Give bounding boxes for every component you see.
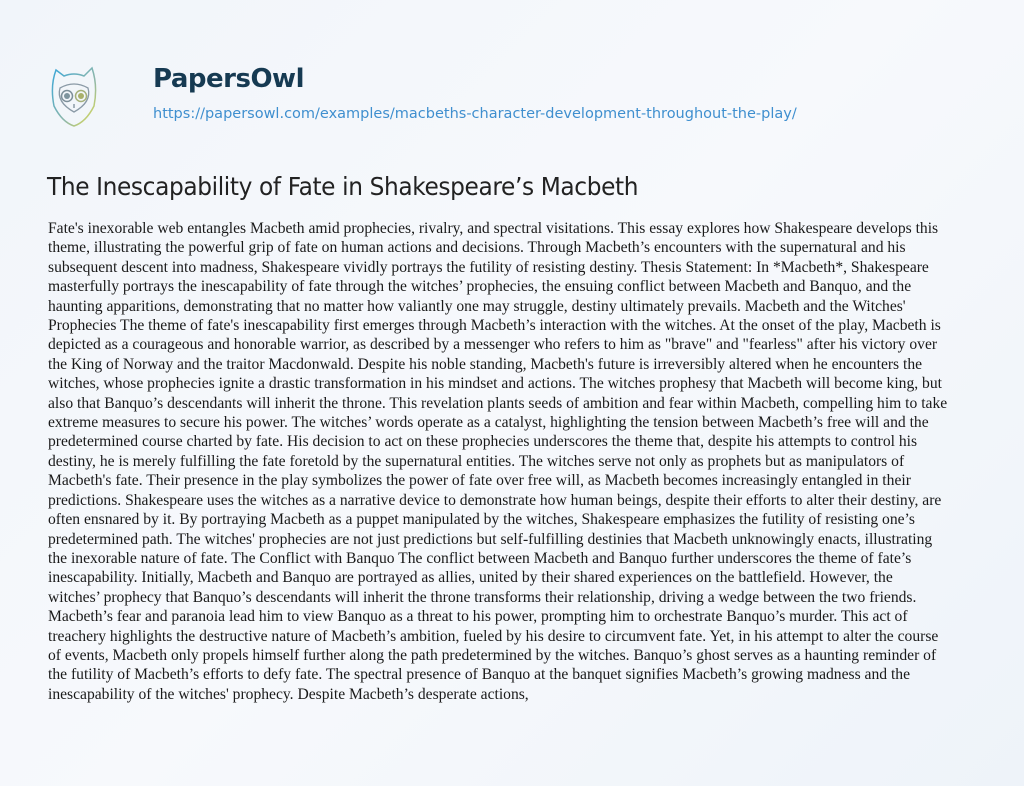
essay-text-line: treachery highlights the destructive nature of Macbeth’s ambition, fueled by his desire to circumvent fate. Yet, in his attempt to alter the course (48, 627, 939, 645)
essay-text-line: predictions. Shakespeare uses the witches as a narrative device to demonstrate how human beings, despite their efforts to alter their destiny, are (48, 491, 942, 509)
essay-text-line: Prophecies The theme of fate's inescapability first emerges through Macbeth’s interaction with the witches. At the onset of the play, Macbeth is (48, 317, 941, 335)
essay-text-line: haunting apparitions, demonstrating that no matter how valiantly one may struggle, destiny ultimately prevails. Macbeth and the Witches' (48, 297, 906, 315)
essay-text-line: Macbeth's fate. Their presence in the play symbolizes the power of fate over free will, as Macbeth becomes increasingly entangled in their (48, 472, 911, 490)
essay-text-line: of events, Macbeth only propels himself further along the path predetermined by the witches. Banquo’s ghost serves as a haunting reminder of (48, 646, 937, 664)
essay-text-line: inescapability of the witches' prophecy. Despite Macbeth’s desperate actions, (48, 685, 529, 703)
essay-text-line: the futility of Macbeth’s efforts to defy fate. The spectral presence of Banquo at the banquet signifies Macbeth’s growing madness and the (48, 666, 911, 684)
essay-text-line: witches’ prophecy that Banquo’s descendants will inherit the throne transforms their relationship, driving a wedge between the two friends. (48, 588, 917, 606)
essay-title: The Inescapability of Fate in Shakespeare’s Macbeth (47, 172, 639, 201)
brand-name[interactable]: PapersOwl (153, 64, 304, 94)
essay-text-line: subsequent descent into madness, Shakespeare vividly portrays the futility of resisting destiny. Thesis Statement: In *Macbeth*, Shakespeare (48, 258, 929, 276)
essay-text-line: depicted as a courageous and honorable warrior, as described by a messenger who refers to him as "brave" and "fearless" after his victory over (48, 336, 938, 354)
essay-text-line: inescapability. Initially, Macbeth and Banquo are portrayed as allies, united by their shared experiences on the battlefield. However, the (48, 569, 893, 587)
essay-text-line: theme, illustrating the powerful grip of fate on human actions and decisions. Through Macbeth’s encounters with the supernatural and his (48, 239, 906, 257)
essay-text-line: the King of Norway and the traitor Macdonwald. Despite his noble standing, Macbeth's future is irreversibly altered when he encounters the (48, 355, 923, 373)
essay-text-line: the inexorable nature of fate. The Conflict with Banquo The conflict between Macbeth and Banquo further underscores the theme of fate’s (48, 549, 912, 567)
owl-logo-icon[interactable] (50, 66, 98, 128)
essay-text-line: extreme measures to secure his power. The witches’ words operate as a catalyst, highlighting the tension between Macbeth’s free will and the (48, 414, 929, 432)
page-url-link[interactable]: https://papersowl.com/examples/macbeths-character-development-throughout-the-play/ (153, 106, 797, 122)
essay-text-line: Macbeth’s fear and paranoia lead him to view Banquo as a threat to his power, prompting him to orchestrate Banquo’s murder. This act of (48, 608, 908, 626)
essay-body (48, 219, 947, 704)
essay-text-line: witches, whose prophecies ignite a drastic transformation in his mindset and actions. The witches prophesy that Macbeth will become king, but (48, 375, 942, 393)
essay-text-line: also that Banquo’s descendants will inherit the throne. This revelation plants seeds of ambition and fear within Macbeth, compelling him to take (48, 394, 948, 412)
essay-text-line: often ensnared by it. By portraying Macbeth as a puppet manipulated by the witches, Shakespeare emphasizes the futility of resisting one’s (48, 511, 915, 529)
essay-text-line: Fate's inexorable web entangles Macbeth amid prophecies, rivalry, and spectral visitations. This essay explores how Shakespeare develops this (48, 220, 939, 237)
essay-text-line: predetermined course charted by fate. His decision to act on these prophecies underscores the theme that, despite his attempts to control his (48, 433, 918, 451)
essay-text-line: masterfully portrays the inescapability of fate through the witches’ prophecies, the ensuing conflict between Macbeth and Banquo, and the (48, 278, 912, 296)
essay-text-line: destiny, he is merely fulfilling the fate foretold by the supernatural entities. The witches serve not only as prophets but as manipulators of (48, 452, 905, 470)
essay-text-line: predetermined path. The witches' prophecies are not just predictions but self-fulfilling destinies that Macbeth unknowingly enacts, illustrating (48, 530, 933, 548)
